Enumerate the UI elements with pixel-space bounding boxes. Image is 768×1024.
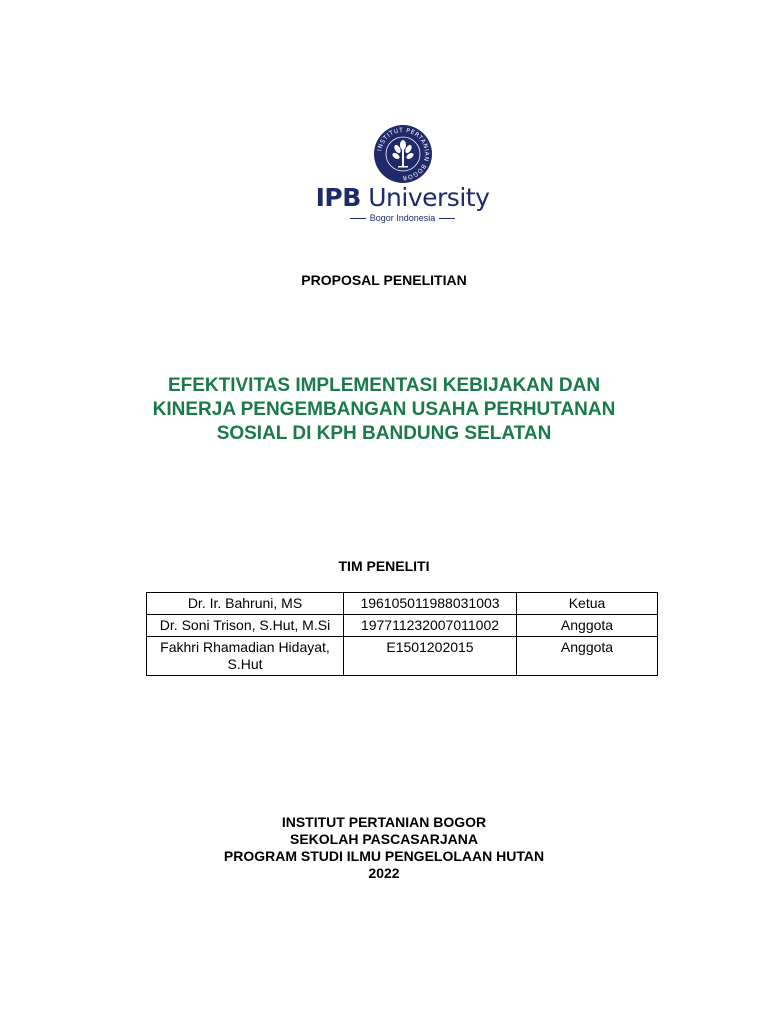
tagline-text: Bogor Indonesia xyxy=(369,213,436,223)
member-role: Ketua xyxy=(517,593,658,615)
svg-text:INSTITUT PERTANIAN BOGOR: INSTITUT PERTANIAN BOGOR xyxy=(376,126,431,182)
member-id: 196105011988031003 xyxy=(344,593,517,615)
document-type: PROPOSAL PENELITIAN xyxy=(301,272,467,288)
member-id: E1501202015 xyxy=(344,637,517,676)
footer-program: PROGRAM STUDI ILMU PENGELOLAAN HUTAN xyxy=(223,848,545,864)
title-line-3: SOSIAL DI KPH BANDUNG SELATAN xyxy=(216,423,552,444)
institution-footer xyxy=(0,814,768,882)
table-row xyxy=(147,615,658,637)
table-row xyxy=(147,593,658,615)
ipb-wordmark xyxy=(300,184,505,224)
tagline-rule-right xyxy=(439,218,455,219)
member-name: Dr. Ir. Bahruni, MS xyxy=(147,593,344,615)
tagline-rule-left xyxy=(350,218,366,219)
team-heading: TIM PENELITI xyxy=(338,558,430,574)
title-line-1: EFEKTIVITAS IMPLEMENTASI KEBIJAKAN DAN xyxy=(167,375,601,396)
team-table xyxy=(146,592,658,676)
footer-year: 2022 xyxy=(368,865,400,881)
footer-school: SEKOLAH PASCASARJANA xyxy=(290,831,478,847)
member-id: 197711232007011002 xyxy=(344,615,517,637)
member-name: Fakhri Rhamadian Hidayat, S.Hut xyxy=(147,637,344,676)
table-row xyxy=(147,637,658,676)
member-role: Anggota xyxy=(517,637,658,676)
proposal-title xyxy=(0,374,768,446)
brand-name: IPB University xyxy=(315,183,490,212)
ipb-seal-logo xyxy=(373,124,433,184)
member-role: Anggota xyxy=(517,615,658,637)
brand-tagline xyxy=(300,212,505,224)
title-line-2: KINERJA PENGEMBANGAN USAHA PERHUTANAN xyxy=(152,399,616,420)
footer-institution: INSTITUT PERTANIAN BOGOR xyxy=(281,814,487,830)
member-name: Dr. Soni Trison, S.Hut, M.Si xyxy=(147,615,344,637)
